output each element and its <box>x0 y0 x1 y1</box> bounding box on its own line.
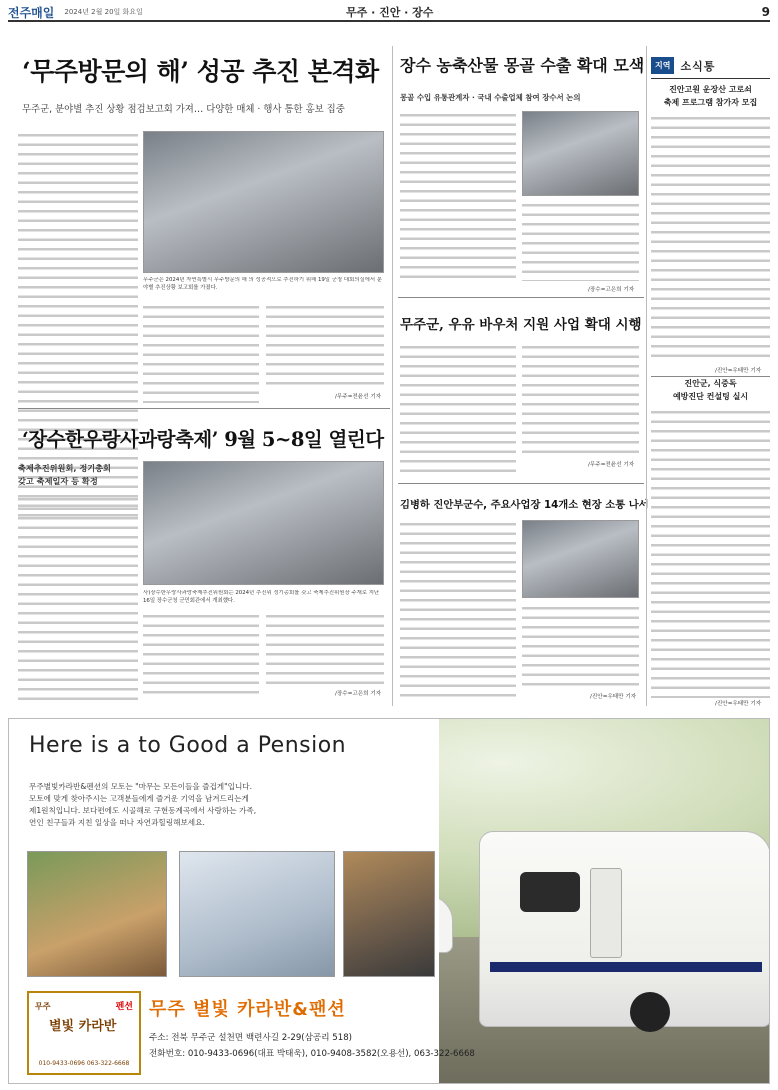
article4-caption: 사)장수한우랑사과랑축제추진위원회는 2024년 추진위 정기총회를 갖고 축제추진위원장 주재로 지난 16일 장수군청 군민회관에서 개최했다. <box>143 590 380 604</box>
article4-byline: /장수=고은희 기자 <box>335 691 382 697</box>
article1-body-col3 <box>266 303 384 391</box>
article3-body-col2 <box>522 343 639 457</box>
sidebar-item1-byline: /진안=우태만 기자 <box>715 368 762 374</box>
caravan-stripe <box>490 962 762 972</box>
sidebar-item1-body <box>651 114 770 364</box>
divider <box>646 46 647 706</box>
ad-intro-line: 연인 친구들과 지친 일상을 떠나 자연과힐링해보세요. <box>29 818 205 827</box>
article4-photo <box>143 461 384 585</box>
article1-byline: /무주=전윤선 기자 <box>335 394 382 400</box>
newspaper-brand: 전주매일 <box>8 5 55 20</box>
sidebar-item2-byline: /진안=우태만 기자 <box>715 701 762 707</box>
sidebar-item2-body <box>651 408 770 698</box>
sidebar-label: 지역 <box>651 57 674 74</box>
pension-advertisement <box>8 718 770 1084</box>
article2-body-col1 <box>400 111 516 281</box>
page-header <box>8 4 770 22</box>
ad-sign-image <box>27 991 141 1075</box>
sign-text: 별빛 카라반 <box>49 1019 117 1034</box>
issue-date: 2024년 2월 20일 화요일 <box>64 8 143 16</box>
caravan-door <box>590 868 622 958</box>
ad-intro-line: 모토에 맞게 찾아주시는 고객분들에게 즐거운 기억을 남겨드리는게 <box>29 794 249 803</box>
sign-phone: 010-9433-0696 063-322-6668 <box>38 1060 130 1067</box>
article1-headline: ‘무주방문의 해’ 성공 추진 본격화 <box>22 57 379 86</box>
sidebar-header <box>651 53 770 79</box>
article5-byline: /진안=우태만 기자 <box>590 694 637 700</box>
sidebar-item2-title-line2: 예방진단 컨설팅 실시 <box>672 392 749 401</box>
sidebar-item2-title-line1: 진안군, 식중독 <box>684 379 737 388</box>
article5-body-col2 <box>522 604 639 692</box>
article4-body-col3 <box>266 612 384 690</box>
divider <box>398 483 644 484</box>
article3-byline: /무주=전윤선 기자 <box>588 462 635 468</box>
ad-phone: 전화번호: 010-9433-0696(대표 박태욱), 010-9408-3582(오용선), 063-322-6668 <box>149 1049 475 1059</box>
ad-intro-line: 무주별빛카라반&펜션의 모토는 "마무는 모든이들을 즐겁게"입니다. <box>29 782 253 791</box>
sign-text: 펜션 <box>115 1002 133 1012</box>
page-number: 9 <box>761 5 770 19</box>
divider <box>18 408 390 409</box>
ad-address: 주소: 전북 무주군 설천면 백련사길 2-29(삼공리 518) <box>149 1033 353 1043</box>
divider <box>392 46 393 706</box>
caravan-image-main <box>479 831 770 1027</box>
divider <box>398 297 644 298</box>
article1-body-col2 <box>143 303 259 403</box>
sign-text: 무주 <box>35 1002 51 1011</box>
article2-photo <box>522 111 639 196</box>
caravan-window <box>520 872 580 912</box>
ad-brand-name: 무주 별빛 카라반&팬션 <box>149 999 346 1020</box>
article5-headline: 김병하 진안부군수, 주요사업장 14개소 현장 소통 나서 <box>400 499 649 511</box>
sidebar-item1-title-line2: 축제 프로그램 참가자 모집 <box>663 98 758 107</box>
ad-deck-photo <box>27 851 167 977</box>
article2-byline: /장수=고은희 기자 <box>588 287 635 293</box>
article5-photo <box>522 520 639 598</box>
sidebar-title: 소식통 <box>680 59 716 73</box>
article2-body-col2 <box>522 201 639 281</box>
ad-room-photo <box>343 851 435 977</box>
article4-subhead-line1: 축제추진위원회, 정기총회 <box>18 463 111 473</box>
article5-body-col1 <box>400 520 516 700</box>
article1-subhead: 무주군, 분야별 추진 상황 점검보고회 가져… 다양한 매체 · 행사 통한 홍보 집중 <box>22 104 345 115</box>
article1-caption: 무주군은 2024년 자연특별시 무주방문의 해 의 성공적으로 추진하기 위해 19일 군청 대회의실에서 분야별 추진상황 보고회를 가졌다. <box>143 277 383 291</box>
article4-headline: ‘장수한우랑사과랑축제’ 9월 5~8일 열린다 <box>22 428 384 451</box>
article4-subhead-line2: 갖고 축제일자 등 확정 <box>18 476 98 486</box>
ad-title: Here is a to Good a Pension <box>29 733 347 758</box>
article1-body-col1 <box>18 131 138 519</box>
divider <box>651 376 770 377</box>
sidebar-item1-title-line1: 진안고원 운장산 고로쇠 <box>669 85 752 94</box>
ad-intro <box>29 781 329 829</box>
section-title: 무주 · 진안 · 장수 <box>346 6 434 19</box>
article3-headline: 무주군, 우유 바우처 지원 사업 확대 시행 <box>400 317 642 333</box>
article4-body-col1 <box>18 495 138 700</box>
ad-intro-line: 제1원칙입니다. 보다편에도 시골해로 구현동계곡에서 사랑하는 가족, <box>29 806 257 815</box>
ad-interior-photo <box>179 851 335 977</box>
article2-headline: 장수 농축산물 몽골 수출 확대 모색 <box>400 56 645 75</box>
article2-subhead: 몽골 수입 유통관계자 · 국내 수출업체 참여 장수서 논의 <box>400 93 581 102</box>
caravan-wheel <box>630 992 670 1032</box>
article1-photo <box>143 131 384 273</box>
article3-body-col1 <box>400 343 516 477</box>
article4-body-col2 <box>143 612 259 700</box>
